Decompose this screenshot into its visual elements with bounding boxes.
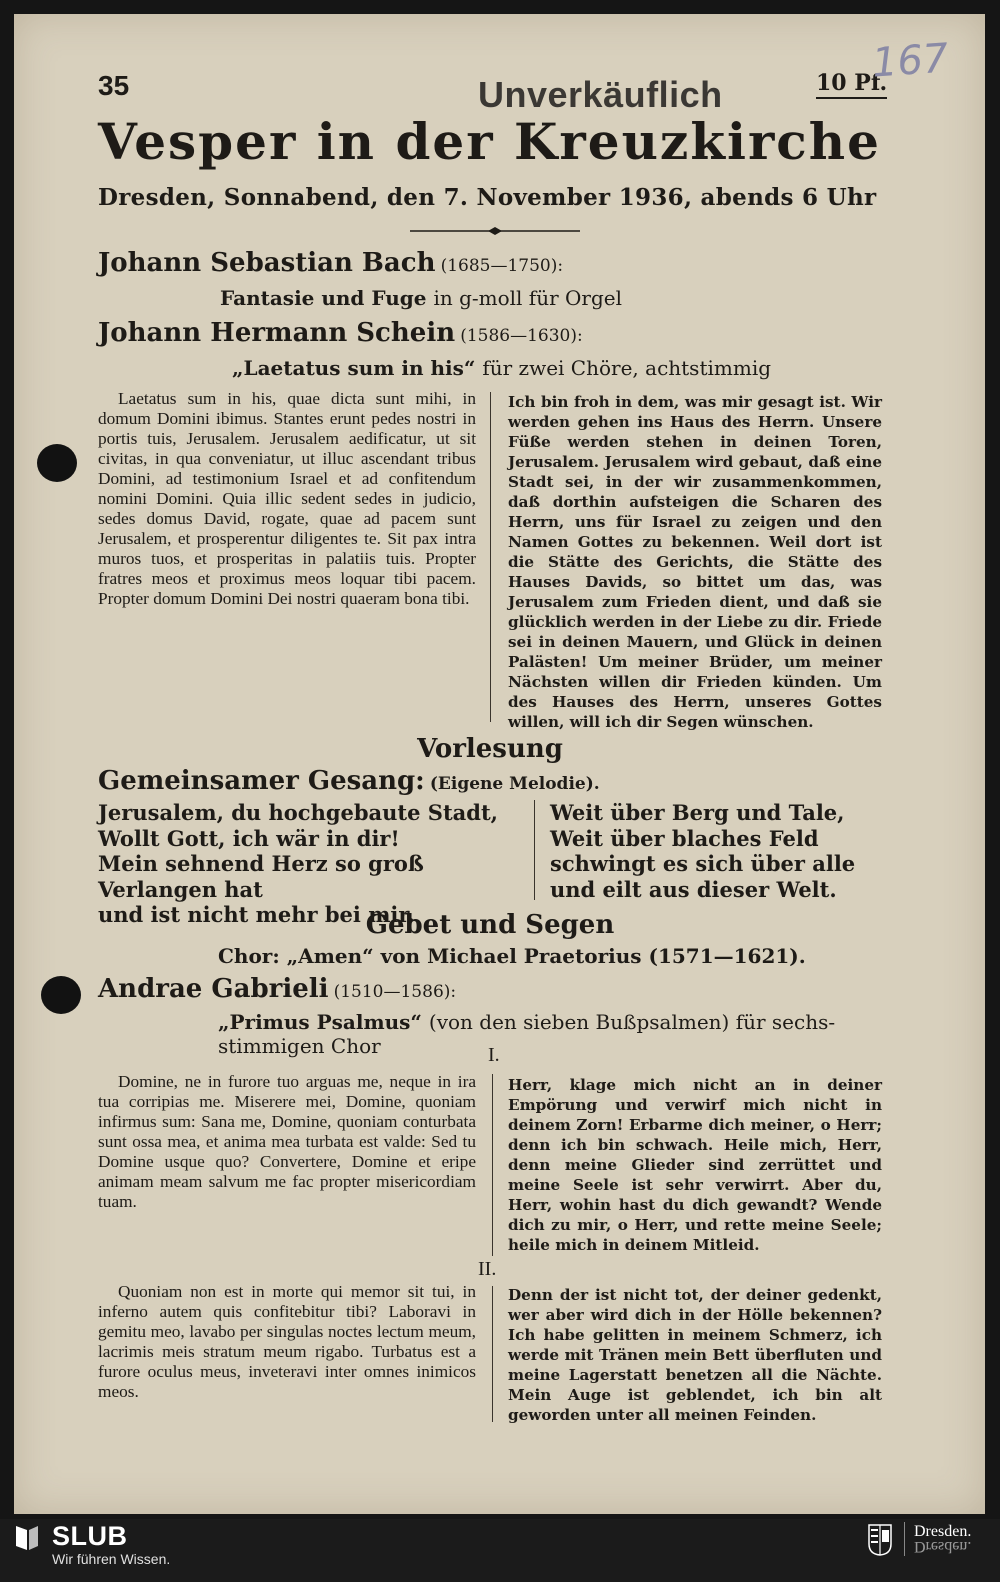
hymn-line: und ist nicht mehr bei mir. — [98, 902, 415, 927]
archive-number-handwritten: 167 — [870, 35, 950, 87]
hymn-line: schwingt es sich über alle — [550, 851, 856, 876]
hymn-verse-right — [550, 800, 880, 902]
section-numeral: II. — [478, 1258, 497, 1280]
page-title: Vesper in der Kreuzkirche — [98, 112, 881, 171]
dresden-coat-of-arms-icon — [868, 1524, 892, 1556]
unsaleable-stamp: Unverkäuflich — [478, 74, 723, 115]
work-title: „Primus Psalmus“ — [218, 1010, 422, 1034]
gabrieli-work — [218, 1010, 888, 1058]
punch-hole — [37, 444, 77, 482]
schein-work — [232, 356, 771, 380]
amen-line: Chor: „Amen“ von Michael Praetorius (1571—1621). — [218, 944, 806, 968]
work-details-continued: stimmigen Chor — [218, 1034, 381, 1058]
composer-dates: (1510—1586): — [333, 982, 457, 1002]
composer-dates: (1685—1750): — [440, 256, 564, 276]
composer-name: Johann Sebastian Bach — [98, 248, 436, 278]
gabrieli-german-2: Denn der ist nicht tot, der deiner gedenkt, wer aber wird dich in der Hölle bekennen? Ich habe gelitten in meinem Schmerz, ich werde mit Tränen mein Bett überfluten und meine Lagerstatt benetzen all die Nächte. Mein Auge ist geblendet, ich bin alt geworden unter all meinen Feinden. — [508, 1286, 882, 1424]
gabrieli-latin-2: Quoniam non est in morte qui memor sit tui, in inferno autem quis confitebitur tibi? Laboravi in gemitu meo, lavabo per singulas noctes lectum meum, lacrimis meis stratum meum rigabo. Turbatus est a furore oculus meus, inveteravi inter omnes inimicos meos. — [98, 1282, 476, 1401]
hymn-title: Gemeinsamer Gesang: — [98, 766, 425, 796]
hymn-verse-left — [98, 800, 528, 928]
composer-name: Andrae Gabrieli — [98, 974, 329, 1004]
hymn-note: (Eigene Melodie). — [429, 774, 600, 794]
schein-latin-text: Laetatus sum in his, quae dicta sunt mihi, in domum Domini ibimus. Stantes erunt pedes nostri in portis tuis, Jerusalem. Jerusalem aedificatur, ut sit civitas, in qua conveniatur, ut illuc ascendant tribus Domini, ad testimonium Israel et ad confitendum nomini Domini. Quia illic sedent sedes in judicio, sedes domus David, rogate, quae ad pacem sunt Jerusalem, et prosperentur diligentes te. Sit pax intra muros tuos, et prosperitas in palatiis tuis. Propter fratres meos et proximus meos loquar tibi pacem. Propter domum Domini Dei nostri quaeram bona tibi. — [98, 389, 476, 608]
hymn-line: Weit über Berg und Tale, — [550, 800, 845, 825]
reading-heading: Vorlesung — [417, 734, 563, 764]
gabrieli-entry — [98, 974, 456, 1004]
gabrieli-german-1: Herr, klage mich nicht an in deiner Empörung und verwirf mich nicht in deinem Zorn! Erbarme dich meiner, o Herr; denn ich bin schwach. Heile mich, Herr, denn meine Glieder sind zerrüttet und meine Seele ist sehr verwirrt. Aber du, Herr, wohin hast du dich gewandt? Wende dich zu mir, o Herr, und rette meine Seele; heile mich in deinem Mitleid. — [508, 1076, 882, 1254]
work-details: in g-moll für Orgel — [433, 286, 622, 310]
gabrieli-latin-1: Domine, ne in furore tuo arguas me, neque in ira tua corripias me. Miserere mei, Domine, quoniam infirmus sum: Sana me, Domine, quoniam conturbata sunt ossa mea, et anima mea turbata est valde: Sed tu Domine usque quo? Convertere, Domine et eripe animam meam salvum me fac propter misericordiam tuam. — [98, 1072, 476, 1211]
library-tagline: Wir führen Wissen. — [52, 1551, 171, 1567]
hymn-line: Mein sehnend Herz so groß Verlangen hat — [98, 851, 424, 902]
library-name: SLUB — [52, 1521, 128, 1551]
hymn-line: Jerusalem, du hochgebaute Stadt, — [98, 800, 498, 825]
slub-book-icon — [14, 1522, 40, 1552]
work-title: „Laetatus sum in his“ — [232, 356, 476, 380]
work-details: für zwei Chöre, achtstimmig — [482, 356, 772, 380]
city-logo-text: Dresden. Dresden. — [914, 1523, 972, 1555]
price: 10 Pf. — [816, 70, 887, 99]
hymn-line: und eilt aus dieser Welt. — [550, 876, 837, 902]
composer-dates: (1586—1630): — [460, 326, 583, 346]
column-divider — [534, 800, 535, 900]
composer-name: Johann Hermann Schein — [98, 318, 456, 348]
event-date-line: Dresden, Sonnabend, den 7. November 1936, abends 6 Uhr — [98, 184, 877, 211]
column-divider — [492, 1074, 493, 1256]
punch-hole — [41, 976, 81, 1014]
work-details: (von den sieben Bußpsalmen) für sechs- — [428, 1010, 836, 1034]
schein-german-text: Ich bin froh in dem, was mir gesagt ist. Wir werden gehen ins Haus des Herrn. Unsere Füße werden stehen in deinen Toren, Jerusalem. Jerusalem wird gebaut, daß eine Stadt sei, in der wir zusammenkommen, daß dorthin aufsteigen die Scharen des Herrn, uns für Israel zu zeigen und den Namen Gottes zu bekennen. Weil dort ist die Stätte des Gerichts, die Stätte des Hauses Davids, so bittet um das, was Jerusalem zum Frieden dient, und daß sie glücklich werden in der Liebe zu dir. Friede sei in deinen Mauern, und Glück in deinen Palästen! Um meiner Brüder, um meiner Nächsten willen dir Frieden künden. Um des Hauses des Herrn, unseres Gottes willen, will ich dir Segen wünschen. — [508, 393, 882, 731]
ornament-divider-icon — [410, 226, 580, 236]
section-numeral: I. — [488, 1044, 500, 1066]
hymn-line: Weit über blaches Feld — [550, 825, 819, 851]
hymn-heading — [98, 766, 600, 796]
bach-entry — [98, 248, 563, 278]
work-title: Fantasie und Fuge — [220, 286, 427, 310]
footer-divider — [904, 1522, 905, 1556]
bach-work — [220, 286, 622, 310]
program-number: 35 — [98, 70, 130, 101]
column-divider — [490, 392, 491, 722]
schein-entry — [98, 318, 583, 348]
column-divider — [492, 1286, 493, 1422]
prayer-heading: Gebet und Segen — [365, 910, 615, 940]
hymn-line: Wollt Gott, ich wär in dir! — [98, 825, 400, 851]
